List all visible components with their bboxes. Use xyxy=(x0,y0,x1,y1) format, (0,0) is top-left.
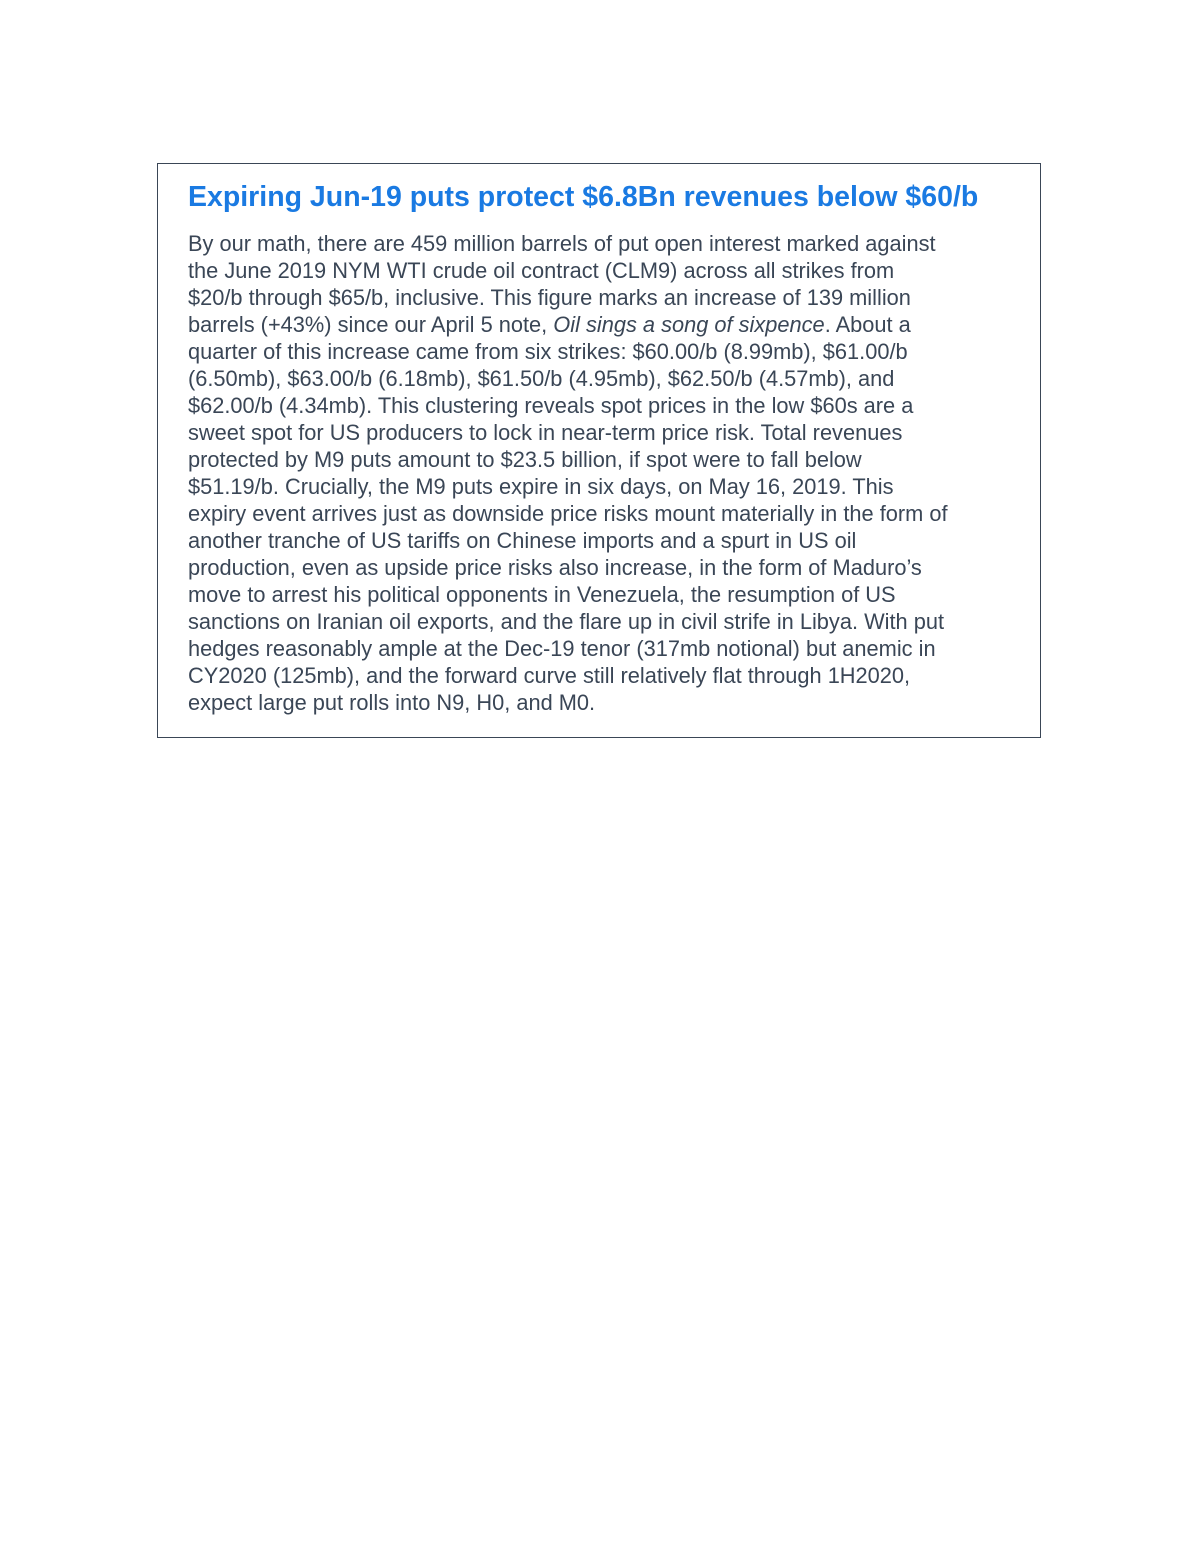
body-line xyxy=(188,311,1022,338)
cited-note-title: Oil sings a song of sixpence xyxy=(553,312,825,337)
body-line: expect large put rolls into N9, H0, and M0. xyxy=(188,690,596,715)
body-line-text: barrels (+43%) since our April 5 note, xyxy=(188,312,554,337)
body-line: $20/b through $65/b, inclusive. This figure marks an increase of 139 million xyxy=(188,285,911,310)
article-body xyxy=(188,230,1022,716)
body-line: $62.00/b (4.34mb). This clustering reveals spot prices in the low $60s are a xyxy=(188,393,914,418)
body-line: sweet spot for US producers to lock in near-term price risk. Total revenues xyxy=(188,420,903,445)
body-line: expiry event arrives just as downside price risks mount materially in the form of xyxy=(188,501,948,526)
body-line: another tranche of US tariffs on Chinese imports and a spurt in US oil xyxy=(188,528,857,553)
body-line: (6.50mb), $63.00/b (6.18mb), $61.50/b (4.95mb), $62.50/b (4.57mb), and xyxy=(188,366,895,391)
body-line: CY2020 (125mb), and the forward curve still relatively flat through 1H2020, xyxy=(188,663,911,688)
body-line: move to arrest his political opponents in Venezuela, the resumption of US xyxy=(188,582,896,607)
body-line: sanctions on Iranian oil exports, and the flare up in civil strife in Libya. With put xyxy=(188,609,945,634)
article-box xyxy=(157,163,1041,738)
body-line: By our math, there are 459 million barrels of put open interest marked against xyxy=(188,231,936,256)
body-line: quarter of this increase came from six strikes: $60.00/b (8.99mb), $61.00/b xyxy=(188,339,908,364)
body-line: the June 2019 NYM WTI crude oil contract (CLM9) across all strikes from xyxy=(188,258,895,283)
body-line: hedges reasonably ample at the Dec-19 tenor (317mb notional) but anemic in xyxy=(188,636,936,661)
body-line: protected by M9 puts amount to $23.5 billion, if spot were to fall below xyxy=(188,447,862,472)
article-headline: Expiring Jun-19 puts protect $6.8Bn revenues below $60/b xyxy=(188,181,979,213)
body-line: production, even as upside price risks also increase, in the form of Maduro’s xyxy=(188,555,922,580)
body-line-text: . About a xyxy=(824,312,911,337)
body-line: $51.19/b. Crucially, the M9 puts expire in six days, on May 16, 2019. This xyxy=(188,474,894,499)
